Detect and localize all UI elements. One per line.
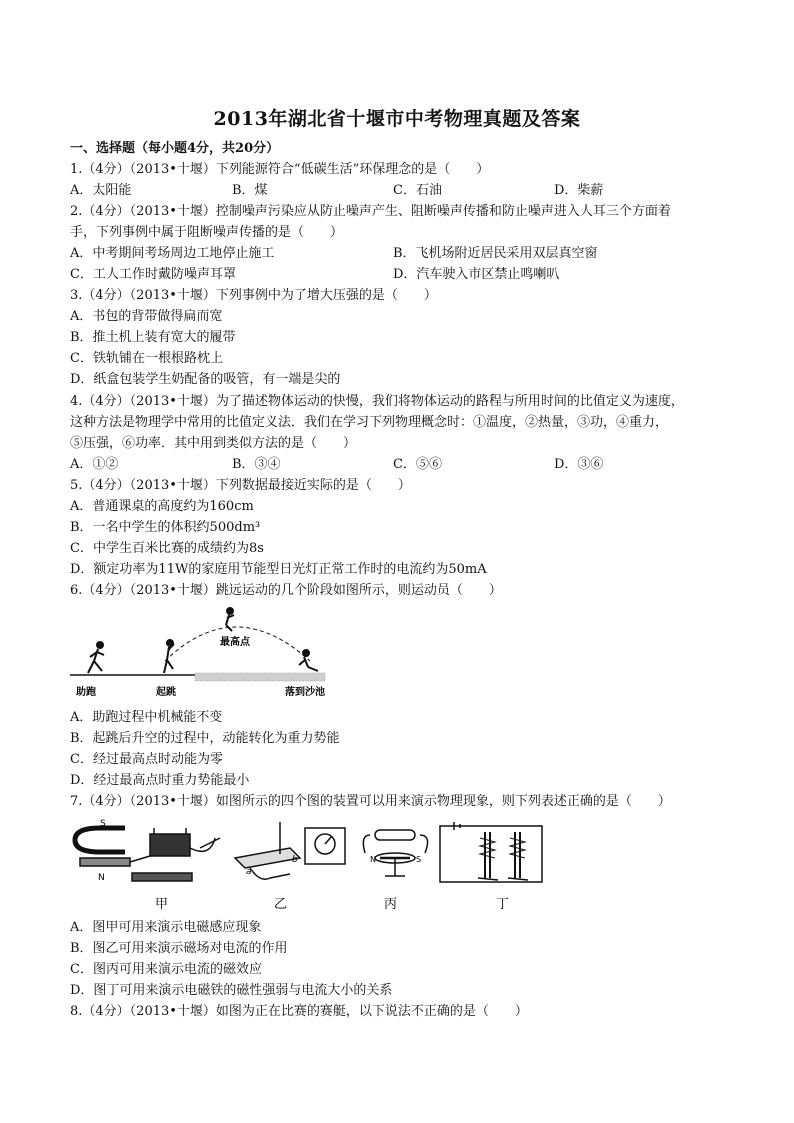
sand-pit (195, 673, 325, 681)
option-b: B．飞机场附近居民采用双层真空窗 (393, 246, 598, 261)
question-3-option-a: A．书包的背带做得扁而宽 (70, 309, 223, 324)
option-b: B．煤 (232, 183, 268, 198)
option-d: D．汽车驶入市区禁止鸣喇叭 (393, 267, 560, 282)
question-5-option-d: D．额定功率为11W的家庭用节能型日光灯正常工作时的电流约为50mA (70, 562, 487, 577)
question-3-stem: 3.（4分）（2013•十堰）下列事例中为了增大压强的是（ ） (70, 288, 437, 303)
runner-icon (88, 642, 104, 673)
section-heading: 一、选择题（每小题4分，共20分） (70, 141, 280, 156)
question-6-option-d: D．经过最高点时重力势能最小 (70, 773, 250, 788)
label-run-up: 助跑 (76, 687, 96, 698)
mark-a: a (246, 867, 252, 877)
landing-icon (299, 650, 318, 671)
long-jump-figure (70, 603, 340, 703)
question-5-option-b: B．一名中学生的体积约500dm³ (70, 520, 261, 535)
question-3-option-c: C．铁轨铺在一根根路枕上 (70, 351, 223, 366)
question-5-stem: 5.（4分）（2013•十堰）下列数据最接近实际的是（ ） (70, 478, 411, 493)
question-7-stem: 7.（4分）（2013•十堰）如图所示的四个图的装置可以用来演示物理现象，则下列表述正确的是（ ） (70, 794, 671, 809)
question-6-stem: 6.（4分）（2013•十堰）跳远运动的几个阶段如图所示，则运动员（ ） (70, 583, 502, 598)
mark-n: N (98, 873, 105, 883)
label-bing: 丙 (384, 897, 398, 912)
label-yi: 乙 (274, 897, 288, 912)
option-c: C．工人工作时戴防噪声耳罩 (70, 267, 236, 282)
electromagnetism-figures (70, 818, 550, 914)
figure-ding (440, 822, 542, 882)
question-7-option-c: C．图丙可用来演示电流的磁效应 (70, 962, 262, 977)
page-title: 2013年湖北省十堰市中考物理真题及答案 (213, 108, 581, 130)
question-7-option-b: B．图乙可用来演示磁场对电流的作用 (70, 941, 288, 956)
question-1-stem: 1.（4分）（2013•十堰）下列能源符合“低碳生活”环保理念的是（ ） (70, 162, 490, 177)
question-7-option-d: D．图丁可用来演示电磁铁的磁性强弱与电流大小的关系 (70, 983, 393, 998)
question-6-option-a: A．助跑过程中机械能不变 (70, 710, 223, 725)
question-5-option-c: C．中学生百米比赛的成绩约为8s (70, 541, 264, 556)
label-jia: 甲 (155, 897, 169, 912)
option-c: C．⑤⑥ (393, 457, 442, 472)
option-d: D．柴薪 (554, 183, 604, 198)
label-highest: 最高点 (220, 637, 250, 648)
mark-s: S (100, 819, 106, 829)
figure-jia (75, 828, 220, 881)
figure-bing (363, 830, 427, 876)
question-4-stem-line2: 这种方法是物理学中常用的比值定义法．我们在学习下列物理概念时：①温度，②热量，③功，④重力， (70, 415, 669, 430)
label-landing: 落到沙池 (285, 687, 325, 698)
question-6-option-c: C．经过最高点时动能为零 (70, 752, 223, 767)
question-2-stem-line2: 手，下列事例中属于阻断噪声传播的是（ ） (70, 225, 344, 240)
mark-b: b (292, 855, 298, 865)
question-4-stem-line3: ⑤压强，⑥功率．其中用到类似方法的是（ ） (70, 436, 357, 451)
question-8-stem: 8.（4分）（2013•十堰）如图为正在比赛的赛艇，以下说法不正确的是（ ） (70, 1004, 528, 1019)
option-c: C．石油 (393, 183, 442, 198)
question-3-option-d: D．纸盒包装学生奶配备的吸管，有一端是尖的 (70, 372, 341, 387)
option-a: A．中考期间考场周边工地停止施工 (70, 246, 275, 261)
question-5-option-a: A．普通课桌的高度约为160cm (70, 499, 254, 514)
takeoff-icon (164, 640, 174, 673)
question-4-stem-line1: 4.（4分）（2013•十堰）为了描述物体运动的快慢，我们将物体运动的路程与所用时间的比值定义为速度， (70, 394, 684, 409)
option-a: A．①② (70, 457, 119, 472)
mark-compass-n: N (370, 855, 376, 864)
question-6-option-b: B．起跳后升空的过程中，动能转化为重力势能 (70, 731, 340, 746)
option-a: A．太阳能 (70, 183, 132, 198)
question-7-option-a: A．图甲可用来演示电磁感应现象 (70, 920, 262, 935)
option-b: B．③④ (232, 457, 281, 472)
label-ding: 丁 (496, 897, 510, 912)
question-2-stem-line1: 2.（4分）（2013•十堰）控制噪声污染应从防止噪声产生、阻断噪声传播和防止噪声进入人耳三个方面着 (70, 204, 671, 219)
option-d: D．③⑥ (554, 457, 604, 472)
label-takeoff: 起跳 (156, 687, 176, 698)
mark-compass-s: S (416, 855, 422, 864)
question-3-option-b: B．推土机上装有宽大的履带 (70, 330, 236, 345)
